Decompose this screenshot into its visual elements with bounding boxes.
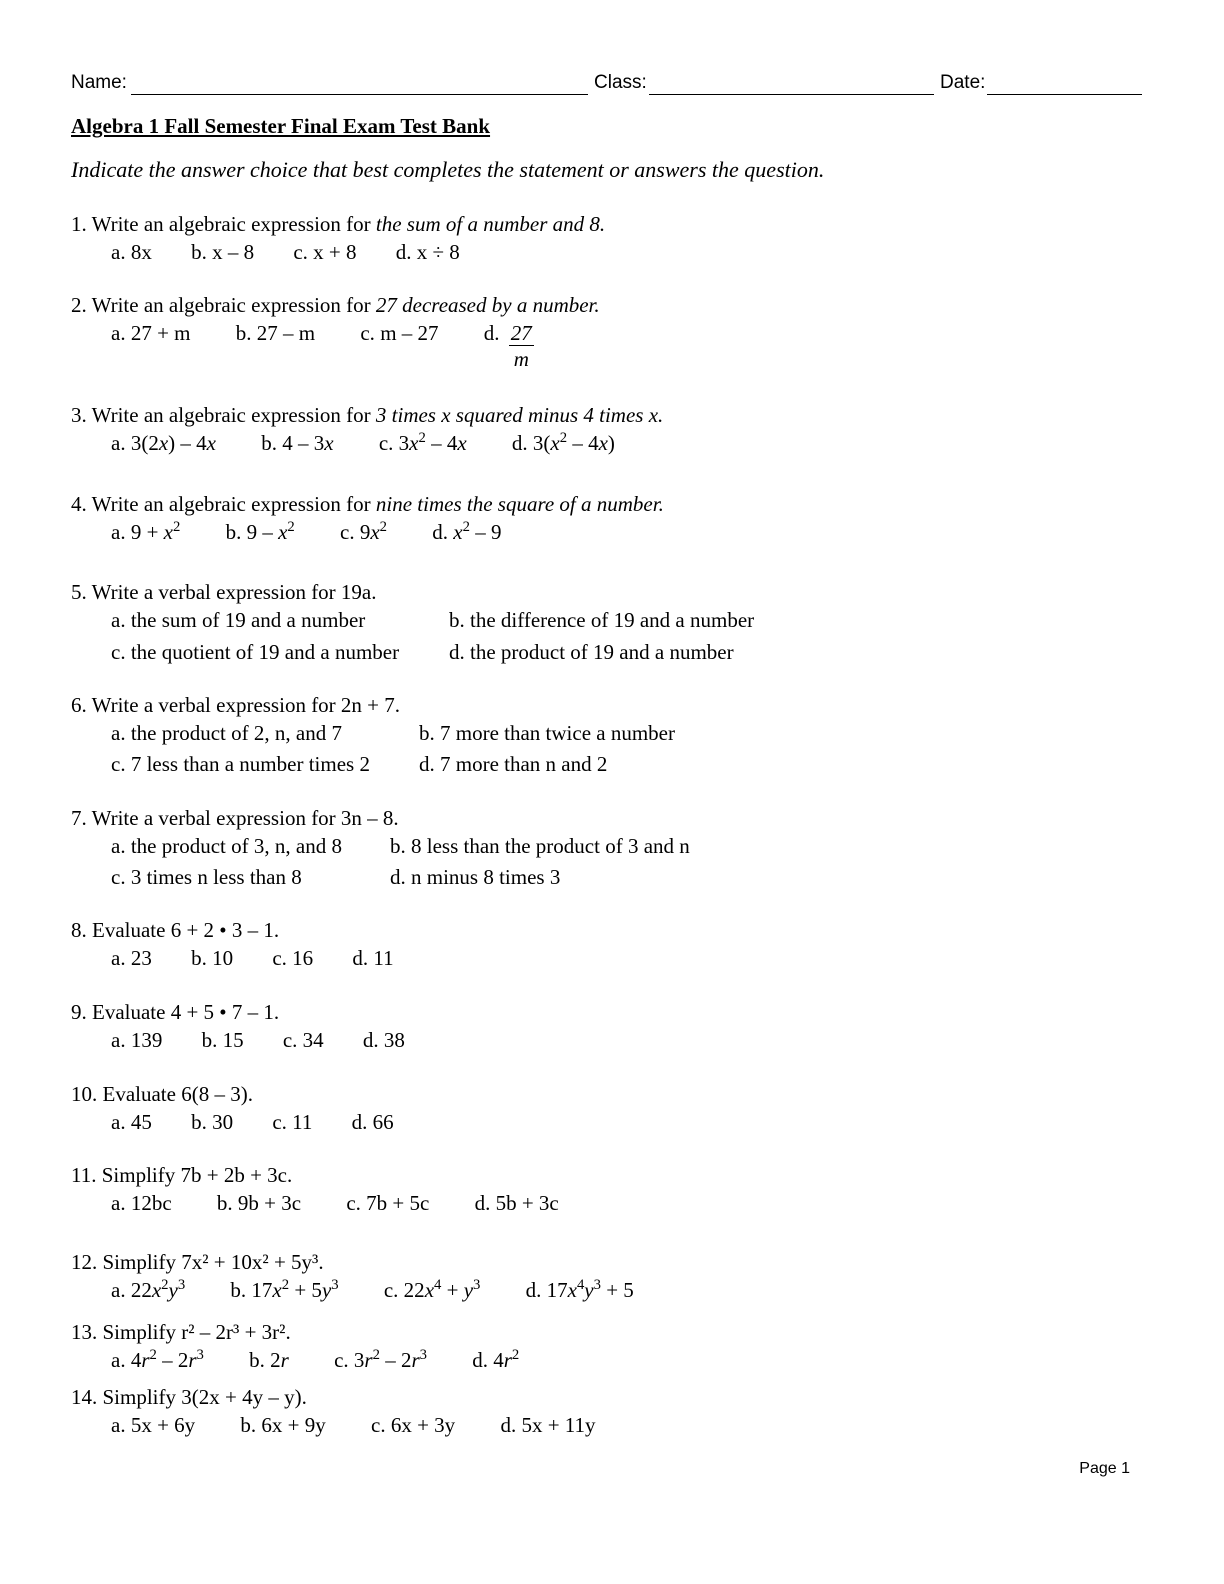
page-number: Page 1: [1079, 1460, 1130, 1477]
choice-c[interactable]: c. m – 27: [360, 321, 439, 345]
question-number: 4.: [71, 492, 87, 516]
class-label: Class:: [594, 72, 647, 93]
choice-b[interactable]: b. 30: [191, 1110, 234, 1134]
choice-d[interactable]: d. 7 more than n and 2: [419, 752, 608, 776]
choice-a[interactable]: a. 45: [111, 1110, 152, 1134]
choice-c[interactable]: c. 11: [272, 1110, 313, 1134]
question-phrase: nine times the square of a number.: [375, 492, 664, 516]
choice-c[interactable]: c. 7 less than a number times 2: [111, 752, 370, 776]
choice-d[interactable]: d. 66: [351, 1110, 394, 1134]
question-stem: Evaluate 6(8 – 3).: [102, 1082, 253, 1106]
choice-c[interactable]: c. x + 8: [293, 240, 357, 264]
choice-b[interactable]: b. $9 - x^2$: [225, 518, 295, 544]
choice-b[interactable]: b. 6x + 9y: [240, 1413, 326, 1437]
question-12: [71, 1250, 634, 1302]
question-stem: Write an algebraic expression for: [91, 293, 371, 317]
question-2: [71, 293, 600, 371]
question-9: [71, 1000, 405, 1052]
answer-choices: [111, 1413, 636, 1438]
question-4: [71, 492, 664, 544]
question-number: 13.: [71, 1320, 98, 1344]
header-fields: [71, 72, 1142, 98]
choice-a[interactable]: a. $22x^2y^3$: [111, 1276, 186, 1302]
question-stem: Write a verbal expression for 19a.: [91, 580, 377, 604]
answer-choices: [111, 1348, 559, 1373]
choice-b[interactable]: b. 9b + 3c: [216, 1191, 302, 1215]
choice-a[interactable]: a. 12bc: [111, 1191, 172, 1215]
answer-choices: [111, 240, 494, 265]
answer-choices: [111, 1278, 674, 1303]
choice-d[interactable]: d. 11: [352, 946, 394, 970]
choice-a[interactable]: a. 8x: [111, 240, 152, 264]
choice-d[interactable]: d. $17x^4y^3 + 5$: [525, 1276, 634, 1302]
choice-a[interactable]: a. 27 + m: [111, 321, 191, 345]
question-phrase: 27 decreased by a number.: [375, 293, 600, 317]
choice-d[interactable]: d. $3(x^2 - 4x)$: [511, 429, 615, 455]
choice-d[interactable]: d. $x^2 - 9$: [432, 518, 502, 544]
question-stem: Simplify r² – 2r³ + 3r².: [102, 1320, 291, 1344]
name-field[interactable]: [131, 94, 588, 95]
answer-choices: [111, 1028, 439, 1053]
question-7: [71, 806, 871, 889]
choice-b[interactable]: b. 7 more than twice a number: [419, 721, 675, 745]
question-5: [71, 580, 871, 664]
answer-choices: [111, 431, 655, 456]
question-number: 14.: [71, 1385, 98, 1409]
choice-c[interactable]: c. 16: [272, 946, 314, 970]
choice-c[interactable]: c. $9x^2$: [340, 518, 388, 544]
answer-choices: [111, 520, 541, 545]
question-13: [71, 1320, 520, 1372]
choice-d[interactable]: d. 38: [362, 1028, 405, 1052]
choice-a[interactable]: a. $9 + x^2$: [111, 518, 181, 544]
question-6: [71, 693, 871, 776]
question-number: 11.: [71, 1163, 97, 1187]
choice-a[interactable]: a. the product of 2, n, and 7: [111, 721, 342, 745]
question-stem: Write an algebraic expression for: [91, 212, 371, 236]
choice-c[interactable]: c. 6x + 3y: [371, 1413, 456, 1437]
question-10: [71, 1082, 394, 1134]
question-8: [71, 918, 394, 970]
choice-b[interactable]: b. 10: [191, 946, 234, 970]
question-11: [71, 1163, 559, 1215]
choice-c[interactable]: c. $3x^2 - 4x$: [378, 429, 467, 455]
date-label: Date:: [940, 72, 986, 93]
choice-c[interactable]: c. $3r^2 - 2r^3$: [334, 1346, 427, 1372]
choice-b[interactable]: b. $17x^2 + 5y^3$: [230, 1276, 339, 1302]
question-number: 3.: [71, 403, 87, 427]
date-field[interactable]: [987, 94, 1142, 95]
choice-c[interactable]: c. 34: [282, 1028, 324, 1052]
choice-d[interactable]: d. the product of 19 and a number: [449, 640, 734, 664]
choice-c[interactable]: c. the quotient of 19 and a number: [111, 640, 400, 664]
choice-d[interactable]: d. 5b + 3c: [474, 1191, 559, 1215]
question-stem: Write a verbal expression for 3n – 8.: [91, 806, 399, 830]
class-field[interactable]: [649, 94, 934, 95]
question-number: 12.: [71, 1250, 98, 1274]
question-phrase: 3 times x squared minus 4 times x.: [375, 403, 664, 427]
question-number: 10.: [71, 1082, 98, 1106]
choice-a[interactable]: a. the product of 3, n, and 8: [111, 834, 342, 858]
question-stem: Simplify 7b + 2b + 3c.: [101, 1163, 293, 1187]
question-number: 2.: [71, 293, 87, 317]
question-stem: Simplify 3(2x + 4y – y).: [102, 1385, 307, 1409]
question-stem: Write an algebraic expression for: [91, 403, 371, 427]
choice-a[interactable]: a. 5x + 6y: [111, 1413, 196, 1437]
choice-d[interactable]: d. x ÷ 8: [395, 240, 460, 264]
question-stem: Write an algebraic expression for: [91, 492, 371, 516]
question-number: 6.: [71, 693, 87, 717]
answer-choices: [111, 1191, 599, 1216]
choice-d[interactable]: d. 5x + 11y: [500, 1413, 596, 1437]
answer-choices: [111, 946, 428, 971]
choice-a[interactable]: a. the sum of 19 and a number: [111, 608, 366, 632]
choice-c[interactable]: c. 3 times n less than 8: [111, 865, 302, 889]
choice-d[interactable]: d. $4r^2$: [472, 1346, 520, 1372]
question-stem: Write a verbal expression for 2n + 7.: [91, 693, 401, 717]
choice-b[interactable]: b. the difference of 19 and a number: [449, 608, 755, 632]
choice-a[interactable]: a. 23: [111, 946, 152, 970]
answer-choices: [111, 1110, 428, 1135]
choice-a[interactable]: a. 3(2x) – 4x: [111, 431, 216, 455]
question-14: [71, 1385, 596, 1437]
choice-c[interactable]: c. $22x^4 + y^3$: [383, 1276, 481, 1302]
choice-c[interactable]: c. 7b + 5c: [346, 1191, 430, 1215]
question-stem: Evaluate 4 + 5 • 7 – 1.: [92, 1000, 280, 1024]
question-stem: Simplify 7x² + 10x² + 5y³.: [102, 1250, 324, 1274]
question-number: 8.: [71, 918, 87, 942]
choice-a[interactable]: a. 139: [111, 1028, 163, 1052]
page-title: Algebra 1 Fall Semester Final Exam Test Bank: [71, 114, 491, 138]
question-number: 1.: [71, 212, 87, 236]
question-3: [71, 403, 664, 455]
answer-choices: [111, 321, 574, 373]
question-number: 9.: [71, 1000, 87, 1024]
fraction: $\frac{27}{m}$: [510, 320, 532, 371]
choice-a[interactable]: a. $4r^2 - 2r^3$: [111, 1346, 204, 1372]
question-number: 7.: [71, 806, 87, 830]
choice-d[interactable]: d. n minus 8 times 3: [390, 865, 561, 889]
name-label: Name:: [71, 72, 127, 93]
instructions: Indicate the answer choice that best completes the statement or answers the question.: [71, 157, 825, 182]
choice-b[interactable]: b. 2r: [249, 1348, 289, 1372]
question-number: 5.: [71, 580, 87, 604]
question-1: [71, 212, 606, 264]
question-phrase: the sum of a number and 8.: [375, 212, 606, 236]
choice-b[interactable]: b. 27 – m: [235, 321, 316, 345]
choice-b[interactable]: b. 8 less than the product of 3 and n: [390, 834, 690, 858]
question-stem: Evaluate 6 + 2 • 3 – 1.: [92, 918, 280, 942]
choice-b[interactable]: b. 15: [201, 1028, 244, 1052]
choice-d[interactable]: d. $\frac{27}{m}$: [484, 321, 534, 373]
choice-b[interactable]: b. x – 8: [191, 240, 255, 264]
choice-b[interactable]: b. 4 – 3x: [261, 431, 334, 455]
